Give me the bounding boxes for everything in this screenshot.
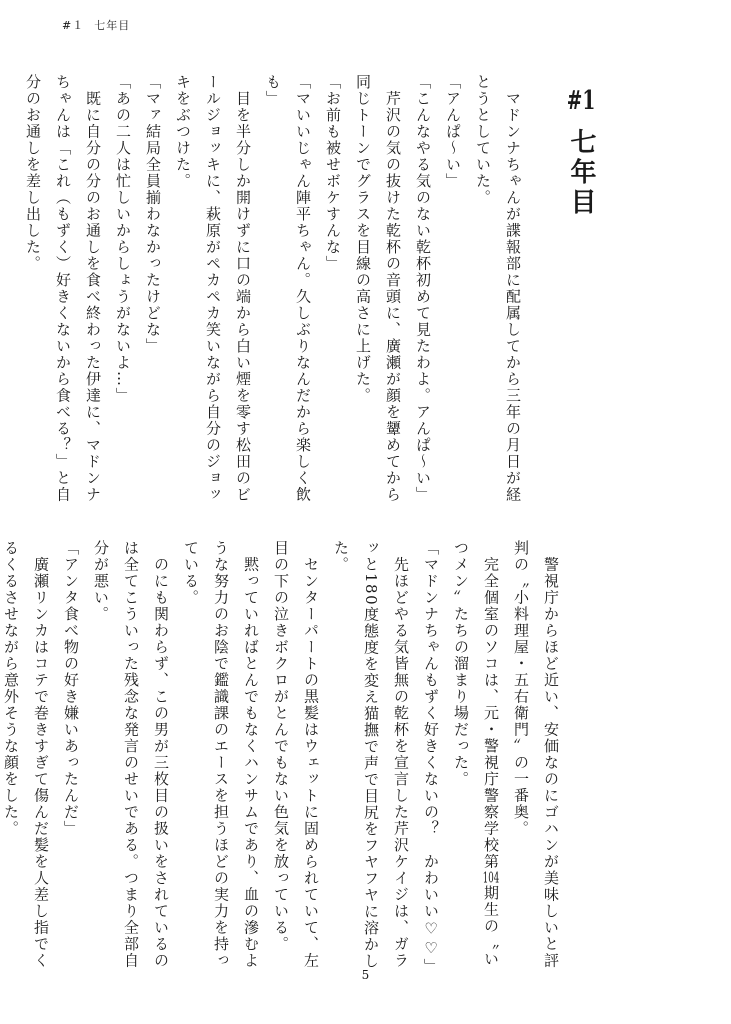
dialogue-line: 「マァ結局全員揃わなかったけどな」 [144, 74, 162, 355]
lower-text-block [2, 540, 566, 980]
dialogue-line: 「お前も被せボケすんな」 [324, 74, 342, 272]
paragraph: 完全個室のソコは、元・警視庁警察学校第104期生の〝いつメン〟たちの溜まり場だった。 [452, 540, 500, 968]
dialogue-line: 「アんぱ〜い」 [444, 74, 462, 190]
paragraph: 警視庁からほど近い、安価なのにゴハンが美味しいと評判の〝小料理屋・五右衛門〟の一番奥。 [512, 540, 560, 969]
dialogue-line: 「あの二人は忙しいからしょうがないよ…」 [114, 74, 132, 404]
paragraph: 先ほどやる気皆無の乾杯を宣言した芹沢ケイジは、ガラッと180度態度を変え猫撫で声で目尻をフヤフヤに溶かした。 [332, 540, 410, 970]
dialogue-line: 「マドンナちゃんもずく好きくないの？ かわいい♡♡」 [422, 540, 440, 975]
running-header [62, 17, 130, 33]
paragraph: センターパートの黒髪はウェットに固められていて、左目の下の泣きボクロがとんでもない色気を放っている。 [272, 540, 320, 969]
chapter-title [564, 74, 598, 516]
degree-number: 180 [362, 573, 380, 607]
dialogue-line: 「アンタ食べ物の好き嫌いあったんだ」 [62, 540, 80, 837]
paragraph: 廣瀬リンカはコテで巻きすぎて傷んだ髪を人差し指でくるくるさせながら意外そうな顔をした。 [2, 540, 50, 969]
dialogue-line: 「マいいじゃん陣平ちゃん。久しぶりなんだから楽しく飲も」 [264, 74, 312, 503]
paragraph: のにも関わらず、この男が三枚目の扱いをされているのは全てこういった残念な発言のせいである。つまり全部自分が悪い。 [92, 540, 170, 969]
upper-text-block [24, 74, 598, 516]
dialogue-line: 「こんなやる気のない乾杯初めて見たわよ。アんぱ〜い」 [414, 74, 432, 503]
paragraph: 黙っていればとんでもなくハンサムであり、血の滲むような努力のお陰で鑑識課のエースを担うほどの実力を持っている。 [182, 540, 260, 969]
page-number: 5 [361, 968, 370, 982]
chapter-title-name: 七年目 [566, 128, 596, 218]
paragraph: 芹沢の気の抜けた乾杯の音頭に、廣瀬が顔を顰めてから同じトーンでグラスを目線の高さに上げた。 [354, 74, 402, 503]
paragraph: 既に自分の分のお通しを食べ終わった伊達に、マドンナちゃんは「これ（もずく）好きくないから食べる？」と自分のお通しを差し出した。 [24, 74, 102, 503]
paragraph: マドンナちゃんが諜報部に配属してから三年の月日が経とうとしていた。 [474, 74, 522, 503]
term-number: 104 [482, 870, 500, 885]
running-header-chapter-name: 七年目 [94, 19, 131, 32]
paragraph: 目を半分しか開けずに口の端から白い煙を零す松田のビールジョッキに、萩原がペカペカ笑いながら自分のジョッキをぶつけた。 [174, 74, 252, 503]
running-header-chapter-mark: #１ [62, 19, 85, 32]
chapter-title-number: #1 [566, 88, 596, 114]
